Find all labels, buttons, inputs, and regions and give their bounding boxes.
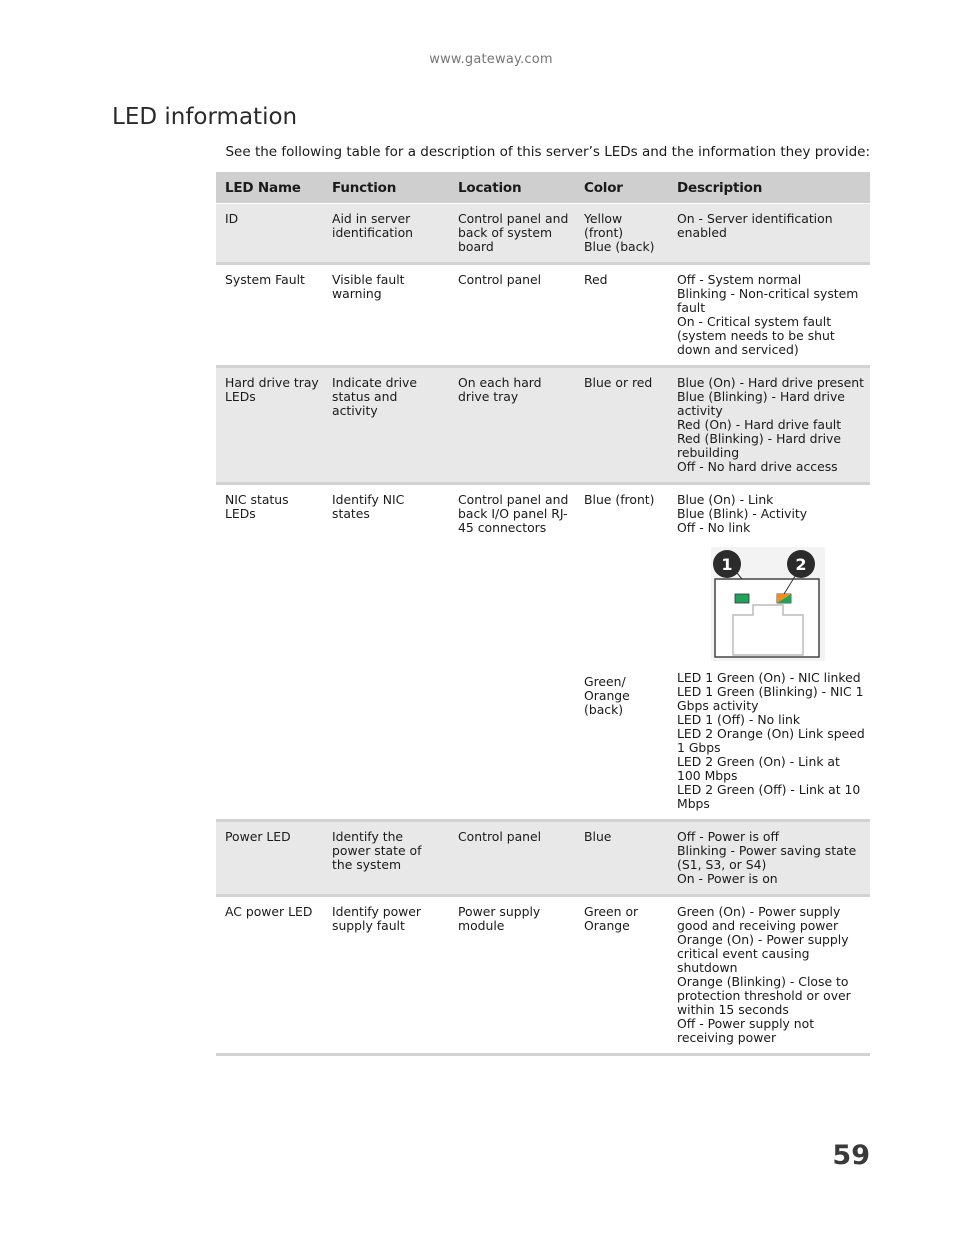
description-line: Off - Power is off bbox=[677, 829, 779, 844]
cell-function: Identify power supply fault bbox=[323, 896, 449, 1055]
cell-color bbox=[575, 367, 668, 484]
color-back-line: (back) bbox=[584, 702, 624, 717]
cell-description bbox=[668, 204, 870, 264]
header-url: www.gateway.com bbox=[429, 52, 553, 67]
color-line: Yellow bbox=[584, 211, 623, 226]
color-front: Blue (front) bbox=[584, 492, 655, 507]
cell-description bbox=[668, 264, 870, 367]
rj45-port-icon bbox=[711, 547, 825, 661]
table-row bbox=[216, 484, 870, 821]
led-table bbox=[216, 172, 870, 1056]
description-line: Orange (Blinking) - Close to protection threshold or over within 15 seconds bbox=[677, 974, 851, 1017]
table-row bbox=[216, 264, 870, 367]
section-title: LED information bbox=[112, 104, 298, 130]
color-spacer bbox=[584, 507, 664, 675]
cell-function: Aid in server identification bbox=[323, 204, 449, 264]
header-function: Function bbox=[323, 172, 449, 204]
cell-description bbox=[668, 367, 870, 484]
cell-led-name: AC power LED bbox=[216, 896, 323, 1055]
cell-location: Control panel bbox=[449, 821, 575, 896]
cell-location: On each hard drive tray bbox=[449, 367, 575, 484]
cell-function: Indicate drive status and activity bbox=[323, 367, 449, 484]
cell-led-name: ID bbox=[216, 204, 323, 264]
description-line: Blinking - Non-critical system fault bbox=[677, 286, 859, 315]
description-line: Off - System normal bbox=[677, 272, 802, 287]
cell-description bbox=[668, 484, 870, 821]
cell-led-name: Hard drive tray LEDs bbox=[216, 367, 323, 484]
cell-color bbox=[575, 264, 668, 367]
cell-led-name: NIC status LEDs bbox=[216, 484, 323, 821]
page-number: 59 bbox=[832, 1140, 870, 1171]
description-line: Red (Blinking) - Hard drive rebuilding bbox=[677, 431, 842, 460]
description-line: Red (On) - Hard drive fault bbox=[677, 417, 842, 432]
cell-description bbox=[668, 821, 870, 896]
cell-color bbox=[575, 484, 668, 821]
color-back-line: Green/ bbox=[584, 674, 626, 689]
header-location: Location bbox=[449, 172, 575, 204]
description-line: Off - Power supply not receiving power bbox=[677, 1016, 815, 1045]
description-line: LED 2 Green (On) - Link at 100 Mbps bbox=[677, 754, 840, 783]
description-line: Blue (Blinking) - Hard drive activity bbox=[677, 389, 845, 418]
cell-location: Control panel and back of system board bbox=[449, 204, 575, 264]
table-row bbox=[216, 204, 870, 264]
description-line: Blue (On) - Link bbox=[677, 492, 774, 507]
description-line: On - Server identification enabled bbox=[677, 211, 833, 240]
cell-color bbox=[575, 204, 668, 264]
description-line: Blue (On) - Hard drive present bbox=[677, 375, 864, 390]
description-line: On - Critical system fault (system needs to be shut down and serviced) bbox=[677, 314, 835, 357]
callout-2-label: 2 bbox=[795, 555, 807, 574]
color-back-line: Orange bbox=[584, 688, 630, 703]
table-row bbox=[216, 367, 870, 484]
cell-location: Control panel bbox=[449, 264, 575, 367]
description-line: Blue (Blink) - Activity bbox=[677, 506, 808, 521]
table-row bbox=[216, 821, 870, 896]
led-2-green-orange-icon bbox=[777, 594, 791, 603]
callout-1-label: 1 bbox=[721, 555, 733, 574]
rj45-diagram bbox=[677, 535, 866, 671]
description-line: LED 1 (Off) - No link bbox=[677, 712, 801, 727]
table-header-row bbox=[216, 172, 870, 204]
color-line: (front) bbox=[584, 225, 624, 240]
color-line: Blue bbox=[584, 829, 612, 844]
cell-location: Power supply module bbox=[449, 896, 575, 1055]
header-color: Color bbox=[575, 172, 668, 204]
description-line: LED 2 Orange (On) Link speed 1 Gbps bbox=[677, 726, 865, 755]
description-line: LED 1 Green (On) - NIC linked bbox=[677, 670, 861, 685]
cell-function: Visible fault warning bbox=[323, 264, 449, 367]
color-line: Blue or red bbox=[584, 375, 653, 390]
description-line: Green (On) - Power supply good and receiving power bbox=[677, 904, 841, 933]
header-description: Description bbox=[668, 172, 870, 204]
description-line: Off - No hard drive access bbox=[677, 459, 838, 474]
cell-led-name: Power LED bbox=[216, 821, 323, 896]
cell-led-name: System Fault bbox=[216, 264, 323, 367]
cell-function: Identify the power state of the system bbox=[323, 821, 449, 896]
cell-function: Identify NIC states bbox=[323, 484, 449, 821]
description-line: LED 1 Green (Blinking) - NIC 1 Gbps activity bbox=[677, 684, 864, 713]
color-line: Blue (back) bbox=[584, 239, 655, 254]
cell-color bbox=[575, 896, 668, 1055]
led-1-green-icon bbox=[735, 594, 749, 603]
cell-color bbox=[575, 821, 668, 896]
color-line: Red bbox=[584, 272, 608, 287]
intro-text: See the following table for a description of this server’s LEDs and the information they provide: bbox=[225, 144, 870, 160]
description-line: Orange (On) - Power supply critical event causing shutdown bbox=[677, 932, 849, 975]
description-line: Blinking - Power saving state (S1, S3, or S4) bbox=[677, 843, 857, 872]
cell-location: Control panel and back I/O panel RJ-45 connectors bbox=[449, 484, 575, 821]
cell-description bbox=[668, 896, 870, 1055]
table-row bbox=[216, 896, 870, 1055]
description-line: Off - No link bbox=[677, 520, 751, 535]
description-line: LED 2 Green (Off) - Link at 10 Mbps bbox=[677, 782, 861, 811]
description-line: On - Power is on bbox=[677, 871, 778, 886]
color-line: Green or Orange bbox=[584, 904, 639, 933]
header-led-name: LED Name bbox=[216, 172, 323, 204]
